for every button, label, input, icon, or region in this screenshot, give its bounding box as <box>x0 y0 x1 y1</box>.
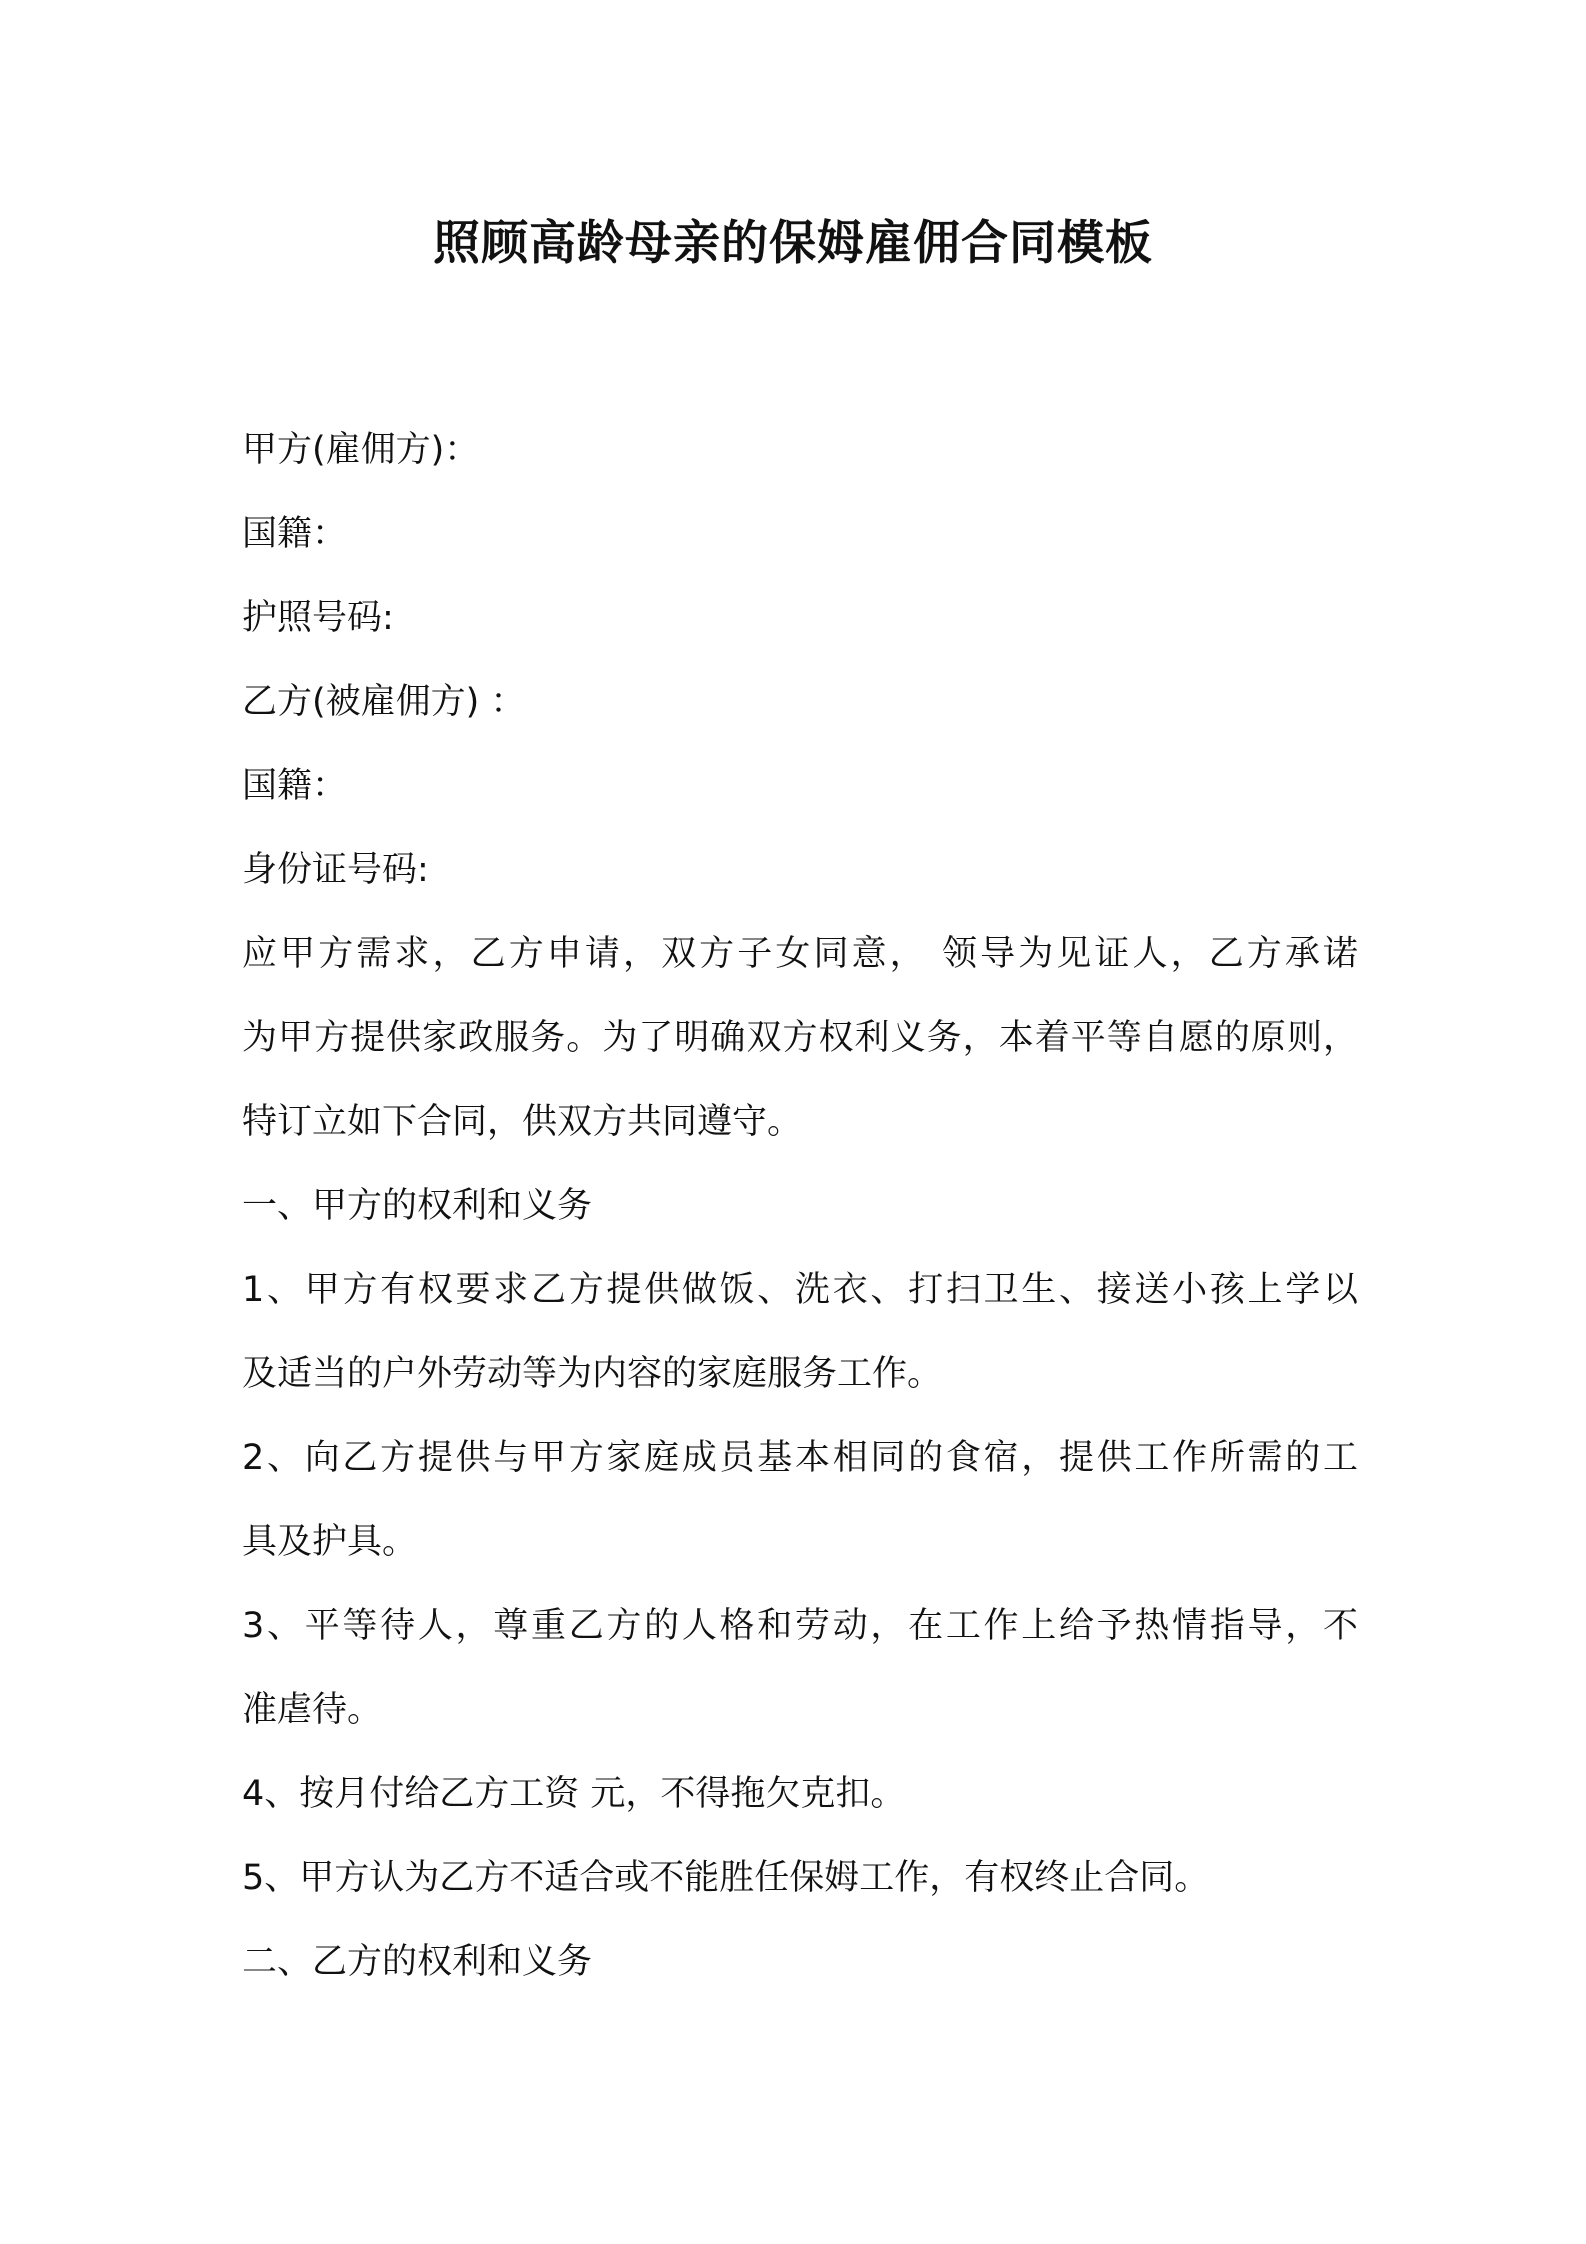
clause-line: 5、甲方认为乙方不适合或不能胜任保姆工作，有权终止合同。 <box>242 1858 1210 1898</box>
document-body <box>242 408 1358 2004</box>
section-heading: 一、甲方的权利和义务 <box>242 1186 593 1226</box>
document-title: 照顾高龄母亲的保姆雇佣合同模板 <box>433 216 1153 271</box>
preamble-line: 为甲方提供家政服务。为了明确双方权利义务，本着平等自愿的原则， <box>242 1018 1358 1058</box>
clause-line: 具及护具。 <box>242 1522 418 1562</box>
clause-line: 1、甲方有权要求乙方提供做饭、洗衣、打扫卫生、接送小孩上学以 <box>242 1270 1358 1310</box>
clause-line: 2、向乙方提供与甲方家庭成员基本相同的食宿，提供工作所需的工 <box>242 1438 1358 1478</box>
clause-line: 3、平等待人，尊重乙方的人格和劳动，在工作上给予热情指导，不 <box>242 1606 1358 1646</box>
clause-line: 4、按月付给乙方工资 元，不得拖欠克扣。 <box>242 1774 906 1814</box>
party-b-label: 乙方(被雇佣方) ： <box>242 682 526 722</box>
preamble-line: 应甲方需求，乙方申请，双方子女同意， 领导为见证人，乙方承诺 <box>242 934 1358 974</box>
party-a-nationality: 国籍： <box>242 514 348 554</box>
party-b-nationality: 国籍： <box>242 766 348 806</box>
section-heading: 二、乙方的权利和义务 <box>242 1942 593 1982</box>
party-a-label: 甲方(雇佣方)： <box>242 430 480 470</box>
clause-line: 准虐待。 <box>242 1690 383 1730</box>
preamble-line: 特订立如下合同，供双方共同遵守。 <box>242 1102 803 1142</box>
party-b-id-number: 身份证号码: <box>242 850 429 890</box>
party-a-passport: 护照号码: <box>242 598 394 638</box>
clause-line: 及适当的户外劳动等为内容的家庭服务工作。 <box>242 1354 943 1394</box>
